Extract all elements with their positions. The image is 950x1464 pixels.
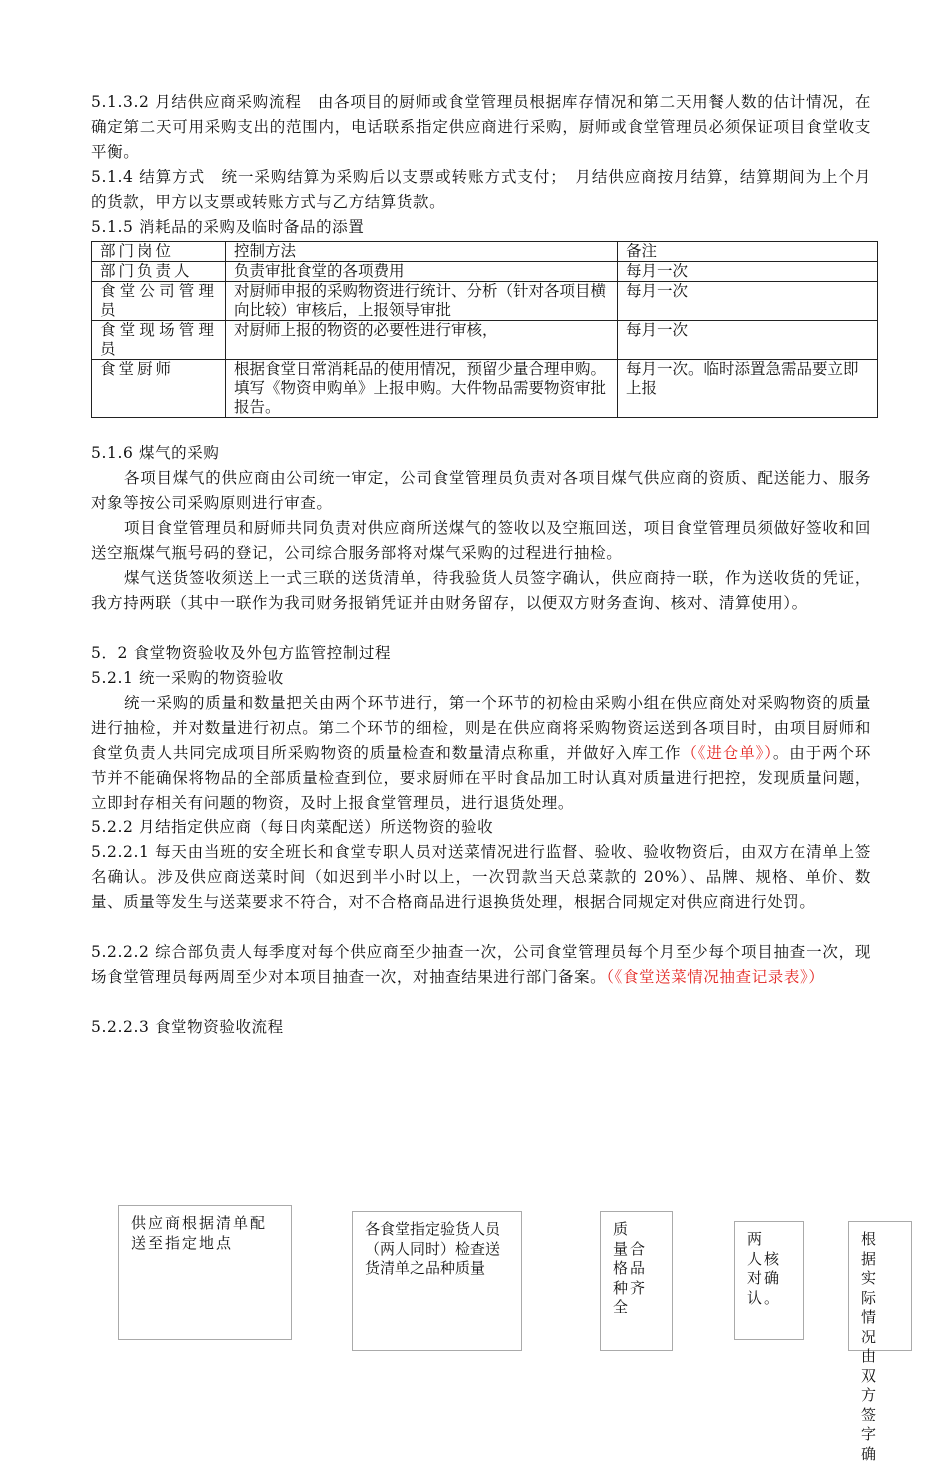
flow-box-4: 两 人核对确认。	[734, 1221, 804, 1340]
section-5-2-2-1: 5.2.2.1 每天由当班的安全班长和食堂专职人员对送菜情况进行监督、验收、验收物资后，由双方在清单上签名确认。涉及供应商送菜时间（如迟到半小时以上，一次罚款当天总菜款的 20%）、品牌、规格、单价、数量、质量等发生与送菜要求不符合，对不合格商品进行退换货处理，根据合同规定对供应商进行处罚。	[91, 843, 871, 911]
paragraph: 各项目煤气的供应商由公司统一审定，公司食堂管理员负责对各项目煤气供应商的资质、配送能力、服务对象等按公司采购原则进行审查。	[91, 469, 871, 512]
table-cell: 负责审批食堂的各项费用	[226, 262, 618, 282]
flow-box-1: 供应商根据清单配送至指定地点	[118, 1205, 292, 1340]
table-cell: 食堂现场管理员	[92, 321, 226, 360]
table-row	[92, 360, 878, 418]
table-cell: 食堂厨师	[92, 360, 226, 418]
form-reference: （《食堂送菜情况抽查记录表》）	[606, 968, 825, 986]
control-table	[91, 241, 878, 418]
table-cell: 对厨师申报的采购物资进行统计、分析（针对各项目横向比较）审核后，上报领导审批	[226, 282, 618, 321]
table-cell: 每月一次	[618, 262, 878, 282]
table-row	[92, 282, 878, 321]
table-row	[92, 321, 878, 360]
table-header: 部门岗位	[92, 242, 226, 262]
table-cell: 每月一次。临时添置急需品要立即上报	[618, 360, 878, 418]
flow-box-2: 各食堂指定验货人员（两人同时）检查送货清单之品种质量	[352, 1211, 522, 1351]
section-5-1-3-2: 5.1.3.2 月结供应商采购流程 由各项目的厨师或食堂管理员根据库存情况和第二天用餐人数的估计情况，在确定第二天可用采购支出的范围内，电话联系指定供应商进行采购，厨师或食堂管理员必须保证项目食堂收支平衡。	[91, 93, 871, 161]
table-cell: 对厨师上报的物资的必要性进行审核，	[226, 321, 618, 360]
table-cell: 每月一次	[618, 321, 878, 360]
section-5-2-1-heading: 5.2.1 统一采购的物资验收	[91, 669, 284, 687]
paragraph-text: 统一采购的质量和数量把关由两个环节进行，第一个环节的初检由采购小组在供应商处对采购物资的质量进行抽检，并对数量进行初点。第二个环节的细检，则是在供应商将采购物资运送到各项目时，由项目厨师和食堂负责人共同完成项目所采购物资的质量检查和数量清点称重，并做好入库工作	[91, 694, 871, 762]
section-5-1-4: 5.1.4 结算方式 统一采购结算为采购后以支票或转账方式支付； 月结供应商按月结算，结算期间为上个月的货款，甲方以支票或转账方式与乙方结算货款。	[91, 168, 871, 211]
table-cell: 每月一次	[618, 282, 878, 321]
table-cell: 食堂公司管理员	[92, 282, 226, 321]
table-row	[92, 262, 878, 282]
paragraph-text: 。由于两个环节并不能确保将物品的全部质量检查到位，要求厨师在平时食品加工时认真对质量进行把控，发现质量问题，立即封存相关有问题的物资，及时上报食堂管理员，进行退货处理。	[91, 744, 871, 812]
paragraph	[91, 691, 871, 816]
flow-box-3: 质 量合格品 种齐全	[600, 1211, 673, 1351]
paragraph-text: 5.2.2.2 综合部负责人每季度对每个供应商至少抽查一次，公司食堂管理员每个月至少每个项目抽查一次，现场食堂管理员每两周至少对本项目抽查一次，对抽查结果进行部门备案。	[91, 943, 871, 986]
form-reference: （《进仓单》）	[681, 744, 773, 762]
section-5-1-5-heading: 5.1.5 消耗品的采购及临时备品的添置	[91, 218, 365, 236]
section-5-2-2-3-heading: 5.2.2.3 食堂物资验收流程	[91, 1018, 284, 1036]
section-5-2-heading: 5．2 食堂物资验收及外包方监管控制过程	[91, 644, 392, 662]
flow-box-5: 根据实际情况由双方签字确	[848, 1221, 912, 1351]
table-header: 控制方法	[226, 242, 618, 262]
section-5-2-2-2	[91, 940, 871, 990]
section-5-2-2-heading: 5.2.2 月结指定供应商（每日肉菜配送）所送物资的验收	[91, 818, 494, 836]
paragraph: 煤气送货签收须送上一式三联的送货清单，待我验货人员签字确认，供应商持一联，作为送收货的凭证，我方持两联（其中一联作为我司财务报销凭证并由财务留存，以便双方财务查询、核对、清算使用）。	[91, 569, 871, 612]
section-5-1-6-heading: 5.1.6 煤气的采购	[91, 444, 220, 462]
table-header-row	[92, 242, 878, 262]
paragraph: 项目食堂管理员和厨师共同负责对供应商所送煤气的签收以及空瓶回送，项目食堂管理员须做好签收和回送空瓶煤气瓶号码的登记，公司综合服务部将对煤气采购的过程进行抽检。	[91, 519, 871, 562]
table-cell: 部门负责人	[92, 262, 226, 282]
table-header: 备注	[618, 242, 878, 262]
table-cell: 根据食堂日常消耗品的使用情况，预留少量合理申购。填写《物资申购单》上报申购。大件物品需要物资审批报告。	[226, 360, 618, 418]
